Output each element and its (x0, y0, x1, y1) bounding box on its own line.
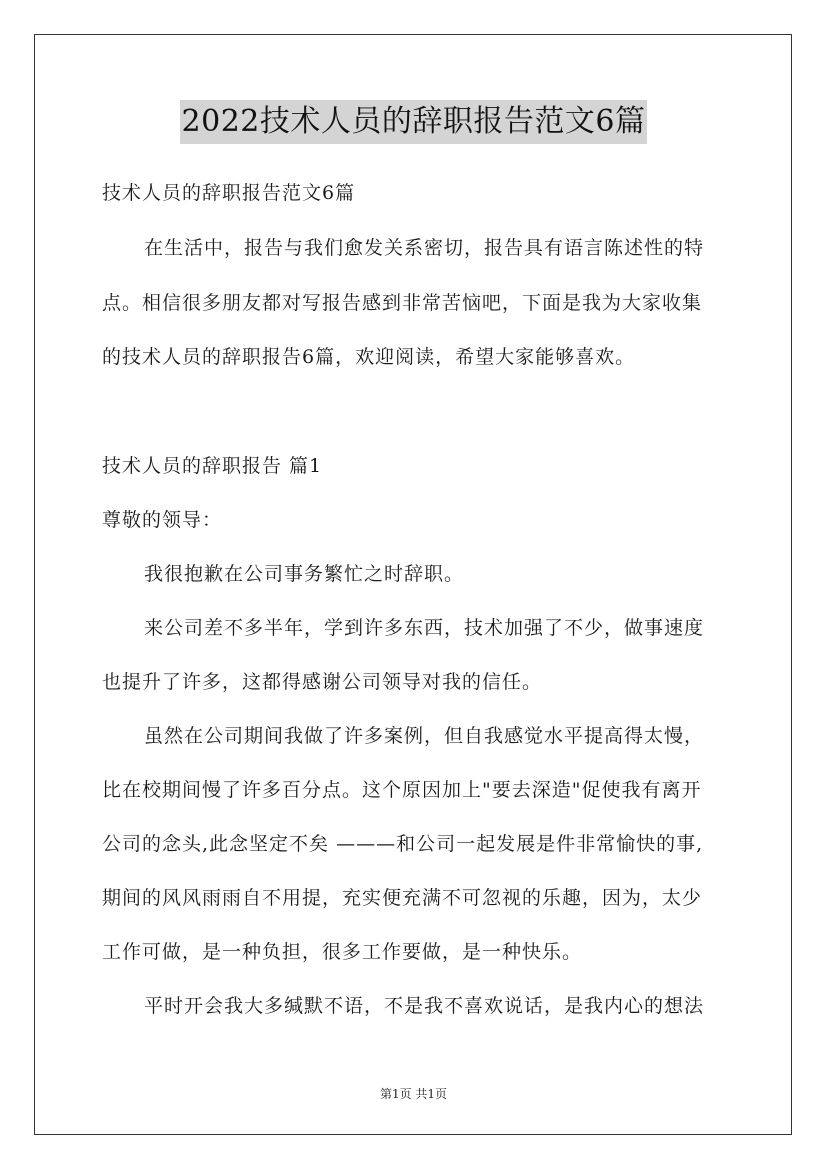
body-line: 平时开会我大多缄默不语，不是我不喜欢说话，是我内心的想法 (144, 995, 705, 1017)
title-container (0, 100, 827, 144)
salutation: 尊敬的领导： (102, 509, 223, 531)
body-line: 来公司差不多半年，学到许多东西，技术加强了不少，做事速度 (144, 617, 705, 639)
body-line: 比在校期间慢了许多百分点。这个原因加上"要去深造"促使我有离开 (102, 779, 702, 801)
intro-line: 在生活中，报告与我们愈发关系密切，报告具有语言陈述性的特 (144, 237, 705, 259)
body-line: 虽然在公司期间我做了许多案例，但自我感觉水平提高得太慢， (144, 725, 705, 747)
body-line: 也提升了许多，这都得感谢公司领导对我的信任。 (102, 671, 543, 693)
document-title: 2022技术人员的辞职报告范文6篇 (180, 100, 648, 144)
intro-line: 的技术人员的辞职报告6篇，欢迎阅读，希望大家能够喜欢。 (102, 346, 636, 368)
document-subtitle: 技术人员的辞职报告范文6篇 (102, 182, 356, 204)
page-footer: 第1页 共1页 (379, 1087, 448, 1101)
section-heading: 技术人员的辞职报告 篇1 (102, 455, 323, 477)
body-line: 公司的念头,此念坚定不矣 ———和公司一起发展是件非常愉快的事, (102, 833, 704, 855)
body-line: 期间的风风雨雨自不用提，充实便充满不可忽视的乐趣，因为，太少 (102, 887, 703, 909)
intro-line: 点。相信很多朋友都对写报告感到非常苦恼吧，下面是我为大家收集 (102, 292, 703, 314)
body-line: 我很抱歉在公司事务繁忙之时辞职。 (144, 563, 465, 585)
body-line: 工作可做，是一种负担，很多工作要做，是一种快乐。 (102, 941, 583, 963)
